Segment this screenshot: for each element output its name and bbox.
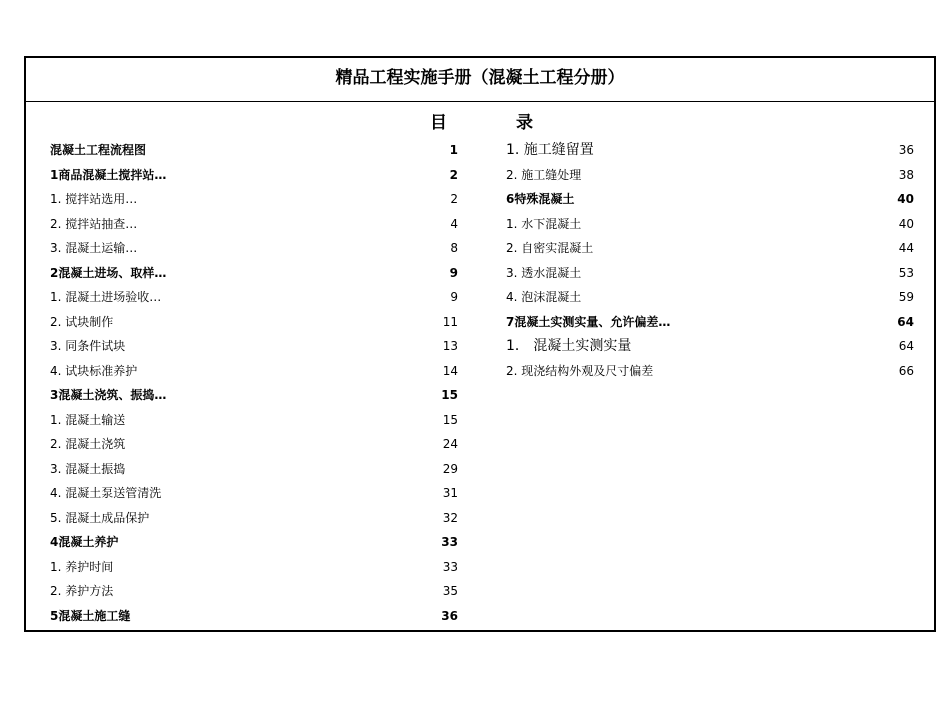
toc-page-number: 9: [450, 290, 458, 304]
toc-entry-row: [50, 285, 458, 310]
toc-page-number: 35: [442, 584, 458, 598]
toc-entry-label: 1. 混凝土输送: [50, 412, 126, 427]
toc-page-number: 33: [442, 559, 458, 574]
toc-entry-label: 2. 搅拌站抽查…: [50, 216, 138, 231]
toc-entry-label: 7混凝土实测实量、允许偏差…: [506, 314, 671, 329]
toc-right-column: [506, 138, 914, 383]
toc-entry-label: 6特殊混凝土: [506, 192, 575, 206]
toc-entry-row: [506, 261, 914, 286]
document-title: 精品工程实施手册（混凝土工程分册）: [26, 58, 934, 102]
toc-sheet: [24, 56, 936, 632]
toc-page-number: 53: [898, 265, 914, 280]
toc-entry-row: [50, 310, 458, 335]
toc-entry-row: [50, 457, 458, 482]
toc-entry-row: [506, 334, 914, 359]
toc-heading-char-1: 目: [430, 113, 447, 133]
toc-entry-label: 5. 混凝土成品保护: [50, 510, 150, 525]
toc-entry-row: [506, 212, 914, 237]
toc-entry-label: 4. 混凝土泵送管清洗: [50, 486, 162, 500]
toc-entry-label: 4. 泡沫混凝土: [506, 290, 582, 304]
toc-entry-label: 1. 搅拌站选用…: [50, 192, 138, 206]
toc-entry-label: 3. 同条件试块: [50, 339, 126, 353]
toc-page-number: 9: [449, 265, 458, 280]
toc-entry-label: 2. 试块制作: [50, 314, 114, 329]
toc-left-column: [50, 138, 458, 628]
toc-entry-row: [506, 285, 914, 310]
toc-entry-row: [50, 408, 458, 433]
toc-entry-label: 2混凝土进场、取样…: [50, 265, 167, 280]
toc-page-number: 14: [442, 363, 458, 378]
toc-page-number: 11: [442, 314, 458, 329]
toc-page-number: 13: [442, 339, 458, 353]
toc-page-number: 36: [898, 143, 914, 157]
toc-entry-label: 4混凝土养护: [50, 535, 119, 549]
toc-entry-label: 1． 混凝土实测实量: [506, 338, 632, 354]
toc-entry-row: [50, 212, 458, 237]
toc-entry-label: 1商品混凝土搅拌站…: [50, 167, 167, 182]
toc-entry-row: [50, 359, 458, 384]
toc-page-number: 36: [441, 608, 458, 623]
toc-page-number: 1: [449, 143, 458, 157]
toc-page-number: 29: [442, 461, 458, 476]
toc-page-number: 31: [442, 486, 458, 500]
toc-section-row: [50, 138, 458, 163]
toc-entry-row: [506, 236, 914, 261]
toc-entry-row: [50, 432, 458, 457]
toc-page-number: 66: [898, 363, 914, 378]
toc-entry-label: 3. 混凝土运输…: [50, 241, 138, 255]
toc-page-number: 32: [442, 510, 458, 525]
toc-entry-row: [50, 506, 458, 531]
toc-entry-row: [506, 359, 914, 384]
toc-page-number: 64: [897, 314, 914, 329]
toc-entry-row: [50, 187, 458, 212]
toc-page-number: 15: [441, 388, 458, 402]
toc-page-number: 38: [898, 167, 914, 182]
toc-page-number: 24: [442, 437, 458, 451]
toc-section-row: [50, 261, 458, 286]
toc-entry-row: [50, 555, 458, 580]
toc-page-number: 40: [898, 216, 914, 231]
toc-entry-label: 4. 试块标准养护: [50, 363, 138, 378]
toc-entry-label: 3. 透水混凝土: [506, 265, 582, 280]
toc-page-number: 44: [898, 241, 914, 255]
toc-page-number: 40: [897, 192, 914, 206]
toc-section-row: [50, 530, 458, 555]
toc-section-row: [50, 163, 458, 188]
toc-entry-label: 3. 混凝土振捣: [50, 461, 126, 476]
toc-entry-row: [506, 163, 914, 188]
toc-entry-label: 2. 施工缝处理: [506, 167, 582, 182]
toc-page-number: 15: [442, 412, 458, 427]
toc-section-row: [506, 310, 914, 335]
toc-page-number: 4: [450, 216, 458, 231]
toc-entry-label: 2. 养护方法: [50, 584, 114, 598]
toc-entry-label: 3混凝土浇筑、振捣…: [50, 388, 167, 402]
toc-entry-label: 1. 施工缝留置: [506, 142, 594, 158]
toc-entry-row: [50, 579, 458, 604]
toc-heading-char-2: 录: [516, 113, 533, 133]
toc-entry-label: 2. 现浇结构外观及尺寸偏差: [506, 363, 654, 378]
toc-entry-row: [50, 236, 458, 261]
toc-entry-label: 1. 混凝土进场验收…: [50, 290, 162, 304]
toc-page-number: 2: [450, 192, 458, 206]
toc-page-number: 2: [449, 167, 458, 182]
toc-entry-label: 2. 自密实混凝土: [506, 241, 594, 255]
toc-page-number: 8: [450, 241, 458, 255]
toc-entry-row: [50, 481, 458, 506]
toc-section-row: [50, 383, 458, 408]
toc-entry-label: 1. 水下混凝土: [506, 216, 582, 231]
toc-entry-row: [506, 138, 914, 163]
toc-entry-label: 1. 养护时间: [50, 559, 114, 574]
toc-page-number: 64: [898, 339, 914, 353]
toc-entry-label: 混凝土工程流程图: [50, 143, 147, 157]
toc-entry-row: [50, 334, 458, 359]
toc-entry-label: 2. 混凝土浇筑: [50, 437, 126, 451]
toc-page-number: 33: [441, 535, 458, 549]
toc-section-row: [506, 187, 914, 212]
toc-section-row: [50, 604, 458, 629]
toc-page-number: 59: [898, 290, 914, 304]
toc-entry-label: 5混凝土施工缝: [50, 608, 131, 623]
